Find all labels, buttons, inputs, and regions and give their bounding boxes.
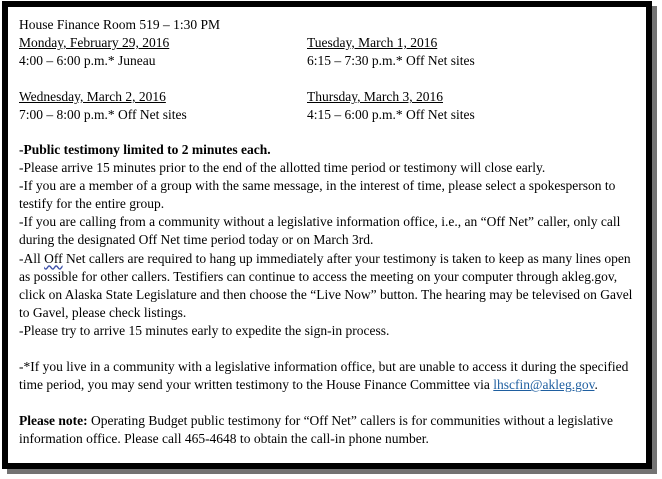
- schedule-grid: [19, 34, 636, 124]
- section-spacer: [19, 128, 636, 141]
- closing-note-lead: Please note:: [19, 413, 88, 429]
- instruction-group-spokesperson: -If you are a member of a group with the same message, in the interest of time, please select a spokesperson to testify for the entire group.: [19, 178, 616, 212]
- closing-note-body: Operating Budget public testimony for “Off Net” callers is for communities without a legislative information office. Please call 465-4648 to obtain the call-in phone number.: [19, 413, 613, 447]
- section-spacer: [19, 394, 636, 412]
- section-spacer: [19, 340, 636, 358]
- schedule-date-tuesday: Tuesday, March 1, 2016: [307, 35, 438, 50]
- instruction-signin-process: -Please try to arrive 15 minutes early to expedite the sign-in process.: [19, 322, 390, 338]
- instruction-off-net-calling: -If you are calling from a community without a legislative information office, i.e., an “Off Net” caller, only call during the designated Off Net time period today or on March 3rd.: [19, 214, 621, 248]
- instruction-time-limit: -Public testimony limited to 2 minutes each.: [19, 142, 271, 157]
- footnote-text-after-link: .: [594, 377, 598, 393]
- schedule-date-monday: Monday, February 29, 2016: [19, 35, 170, 50]
- footnote-text-before-link: -*If you live in a community with a legislative information office, but are unable to access it during the specified time period, you may send your written testimony to the House Finance Committee via: [19, 359, 629, 393]
- notice-content: [8, 7, 646, 463]
- footnote-written-testimony: [19, 358, 636, 394]
- schedule-date-wednesday: Wednesday, March 2, 2016: [19, 89, 166, 104]
- schedule-section: [19, 16, 636, 124]
- notice-frame: [2, 1, 652, 469]
- instruction-arrive-early: -Please arrive 15 minutes prior to the end of the allotted time period or testimony will close early.: [19, 160, 546, 176]
- schedule-heading: House Finance Room 519 – 1:30 PM: [19, 17, 220, 32]
- schedule-row-spacer: [307, 70, 636, 88]
- instruction-off-net-hangup: [19, 250, 636, 322]
- schedule-row-spacer: [19, 70, 307, 88]
- email-link[interactable]: lhscfin@akleg.gov: [493, 377, 595, 393]
- schedule-detail-tuesday: 6:15 – 7:30 p.m.* Off Net sites: [307, 53, 475, 68]
- schedule-detail-monday: 4:00 – 6:00 p.m.* Juneau: [19, 53, 156, 68]
- instruction-off-net-hangup-prefix: -All: [19, 250, 45, 266]
- instructions-section: [19, 141, 636, 340]
- closing-note: [19, 412, 636, 448]
- spellcheck-underlined-word: Off: [44, 250, 63, 266]
- instruction-off-net-hangup-rest: Net callers are required to hang up immediately after your testimony is taken to keep as many lines open as possible for other callers. Testifiers can continue to access the meeting on your computer through akleg.gov, click on Alaska State Legislature and then choose the “Live Now” button. The hearing may be televised on Gavel to Gavel, please check listings.: [19, 250, 633, 320]
- schedule-date-thursday: Thursday, March 3, 2016: [307, 89, 443, 104]
- schedule-detail-thursday: 4:15 – 6:00 p.m.* Off Net sites: [307, 107, 475, 122]
- schedule-detail-wednesday: 7:00 – 8:00 p.m.* Off Net sites: [19, 107, 187, 122]
